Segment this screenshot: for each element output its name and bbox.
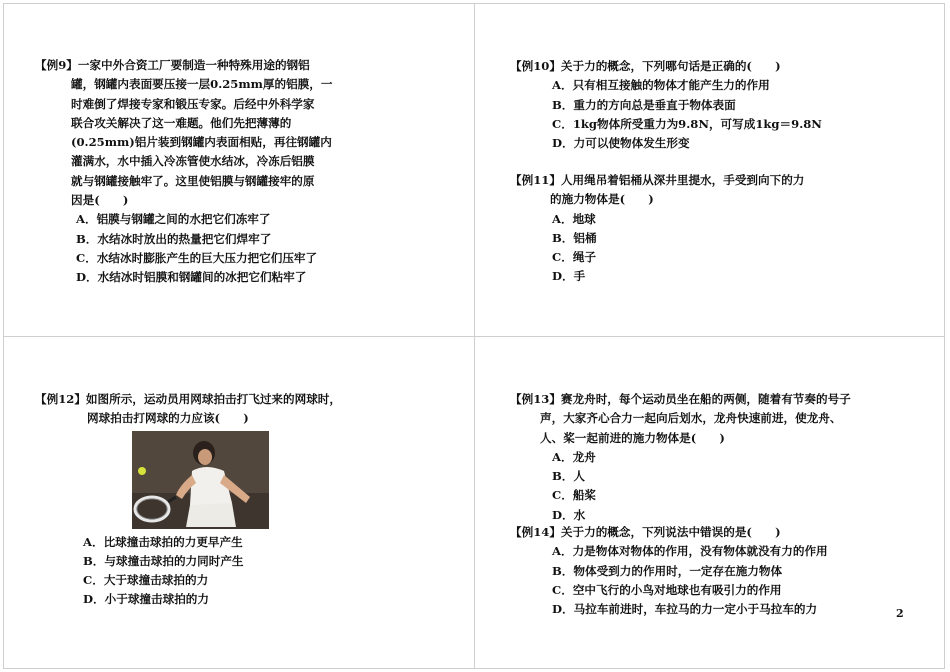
question-9-option-a: A．铝膜与钢罐之间的水把它们冻牢了 [76, 212, 271, 227]
question-9-stem-line: 因是( ) [71, 193, 129, 208]
question-14-stem-line: 【例14】关于力的概念，下列说法中错误的是( ) [510, 525, 781, 539]
question-9-stem-line: 【例9】一家中外合资工厂要制造一种特殊用途的钢铝 [35, 58, 310, 72]
question-10-stem-line: 【例10】关于力的概念，下列哪句话是正确的( ) [510, 59, 781, 73]
question-13-option-b: B．人 [552, 469, 585, 484]
question-11-option-a: A．地球 [552, 211, 596, 226]
question-13-stem-line: 声，大家齐心合力一起向后划水，龙舟快速前进，使龙舟、 [540, 411, 842, 426]
question-12-option-b: B．与球撞击球拍的力同时产生 [83, 553, 244, 568]
question-12-stem-line: 网球拍击打网球的力应该( ) [87, 411, 249, 426]
question-9-option-c: C．水结冰时膨胀产生的巨大压力把它们压牢了 [76, 250, 318, 265]
question-14-option-b: B．物体受到力的作用时，一定存在施力物体 [552, 563, 783, 578]
tennis-ball-icon [138, 467, 146, 475]
question-14-option-d: D．马拉车前进时，车拉马的力一定小于马拉车的力 [552, 602, 818, 617]
question-14 [510, 523, 828, 619]
question-13-stem-line: 【例13】赛龙舟时，每个运动员坐在船的两侧，随着有节奏的号子 [510, 392, 851, 406]
question-9-stem-line: 时难倒了焊接专家和锻压专家。后经中外科学家 [71, 96, 315, 111]
tennis-player-photo [132, 431, 269, 529]
question-11 [510, 171, 804, 287]
question-10 [510, 57, 822, 153]
question-11-option-d: D．手 [552, 269, 586, 284]
question-9-option-d: D．水结冰时铝膜和钢罐间的冰把它们粘牢了 [76, 270, 307, 285]
question-11-stem-line: 【例11】人用绳吊着铝桶从深井里提水，手受到向下的力 [510, 173, 805, 187]
question-13-option-d: D．水 [552, 507, 586, 522]
question-9-stem-line: 联合攻关解决了这一难题。他们先把薄薄的 [71, 115, 292, 130]
page-number: 2 [896, 607, 904, 620]
question-12 [35, 390, 341, 610]
question-9-stem-line: (0.25mm)铝片装到钢罐内表面相贴，再往钢罐内 [71, 135, 332, 150]
question-9-stem-line: 就与钢罐接触牢了。这里使铝膜与钢罐接牢的原 [71, 173, 315, 188]
question-13-option-a: A．龙舟 [552, 449, 596, 464]
question-12-option-a: A．比球撞击球拍的力更早产生 [83, 534, 243, 549]
question-9-stem-line: 灌满水，水中插入冷冻管使水结冰，冷冻后铝膜 [71, 154, 315, 169]
question-10-option-b: B．重力的方向总是垂直于物体表面 [552, 97, 736, 112]
question-11-option-b: B．铝桶 [552, 230, 597, 245]
question-9-option-b: B．水结冰时放出的热量把它们焊牢了 [76, 231, 272, 246]
question-11-option-c: C．绳子 [552, 250, 597, 265]
question-13-stem-line: 人、桨一起前进的施力物体是( ) [540, 430, 725, 445]
question-12-option-c: C．大于球撞击球拍的力 [83, 573, 209, 588]
question-13-option-c: C．船桨 [552, 488, 597, 503]
question-9-stem-line: 罐，钢罐内表面要压接一层0.25mm厚的铝膜，一 [71, 77, 333, 92]
horizontal-divider [3, 336, 945, 337]
question-12-stem-line: 【例12】如图所示，运动员用网球拍击打飞过来的网球时， [35, 392, 341, 406]
question-10-option-c: C．1kg物体所受重力为9.8N，可写成1kg＝9.8N [552, 116, 822, 131]
question-10-option-a: A．只有相互接触的物体才能产生力的作用 [552, 78, 770, 93]
question-10-option-d: D．力可以使物体发生形变 [552, 136, 690, 151]
question-11-stem-line: 的施力物体是( ) [550, 192, 654, 207]
question-14-option-a: A．力是物体对物体的作用，没有物体就没有力的作用 [552, 544, 828, 559]
question-13 [510, 390, 851, 525]
question-9 [35, 56, 332, 288]
question-14-option-c: C．空中飞行的小鸟对地球也有吸引力的作用 [552, 582, 782, 597]
question-12-option-d: D．小于球撞击球拍的力 [83, 592, 209, 607]
